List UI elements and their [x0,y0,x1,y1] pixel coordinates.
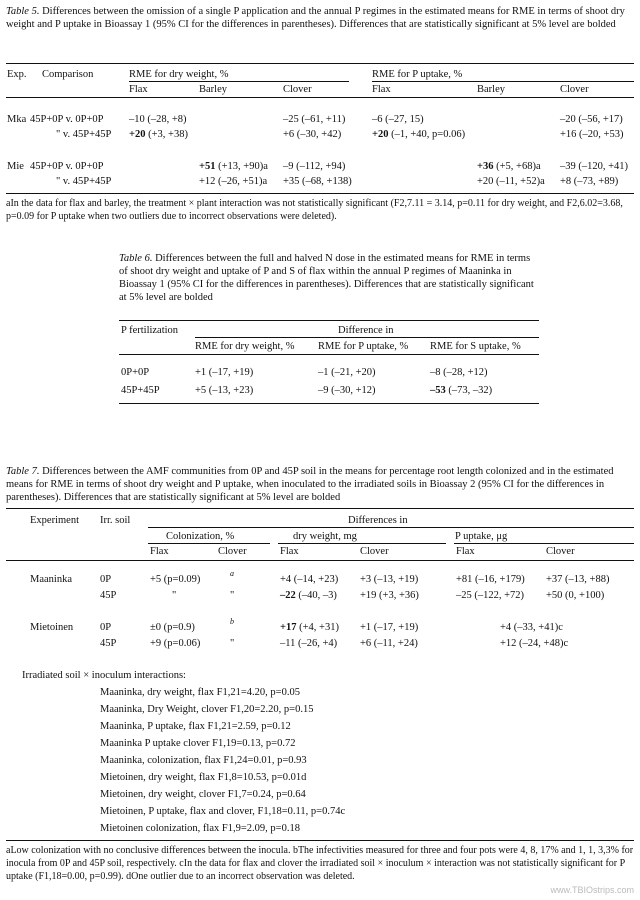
table6-header-rule [119,354,539,355]
table6-top-rule [119,320,539,321]
table6-subrule [195,337,539,338]
table7-cell: " [172,590,177,601]
table5-cell: 45P+0P v. 0P+0P [30,161,104,172]
table6-cell: +5 (–13, +23) [195,385,254,396]
table5-cell: Mie [7,161,24,172]
table5-header-barley-pu: Barley [477,84,505,95]
interactions-title: Irradiated soil × inoculum interactions: [22,670,186,681]
table6-cell: +1 (–17, +19) [195,367,254,378]
table5-header-clover-pu: Clover [560,84,589,95]
watermark: www.TBIOstrips.com [550,884,634,895]
table5-cell: +20 (–1, +40, p=0.06) [372,129,466,140]
interaction-line: Mietoinen, P uptake, flax and clover, F1,18=0.11, p=0.74c [100,806,346,817]
table6-header-pfert: P fertilization [121,325,179,336]
table7-cell: +17 (+4, +31) [280,622,339,633]
table5-header-flax-pu: Flax [372,84,391,95]
table7-bottom-rule [6,840,634,841]
table6-cell: –9 (–30, +12) [318,385,376,396]
table7-cell: " [230,638,235,649]
table5-cell: –25 (–61, +11) [283,114,346,125]
table7-cell: 0P [100,574,112,585]
table5-cell: –9 (–112, +94) [283,161,346,172]
table7-cell: +4 (–14, +23) [280,574,339,585]
table7-header-irr: Irr. soil [100,515,131,526]
table7-cell: Mietoinen [30,622,74,633]
table7-header-dw: dry weight, mg [293,531,357,542]
table7-cell: –22 (–40, –3) [280,590,337,601]
table5-caption: Table 5. Differences between the omission of a single P application and the annual P regimes in the estimated means for RME in terms of shoot dry weight and P uptake in Bioassay 1 (95% CI for the differences in parentheses). Differences that are statistically significant at 5% level are bolded [6,6,625,31]
table6-header-diff: Difference in [338,325,394,336]
table7-header-clover-col: Clover [218,546,247,557]
table7-cell: ±0 (p=0.9) [150,622,195,633]
interaction-line: Maaninka, dry weight, flax F1,21=4.20, p=0.05 [100,687,300,698]
table7-header-col: Colonization, % [166,531,235,542]
table7-cell: 45P [100,638,117,649]
table5-cell: " v. 45P+45P [56,129,112,140]
table7-header-clover-dw: Clover [360,546,389,557]
table7-cell: +9 (p=0.06) [150,638,201,649]
table5-dw-subrule [129,81,349,82]
table7-cell: –25 (–122, +72) [456,590,525,601]
interaction-line: Mietoinen, dry weight, clover F1,7=0.24, p=0.64 [100,789,306,800]
table5-header-exp: Exp. [7,69,27,80]
table6-cell: 0P+0P [121,367,150,378]
table6-header-pu: RME for P uptake, % [318,341,409,352]
table5-header-rule [6,97,634,98]
table6-cell: –53 (–73, –32) [430,385,493,396]
table7-cell: +19 (+3, +36) [360,590,419,601]
table5-header-flax-dw: Flax [129,84,148,95]
table7-cell: +6 (–11, +24) [360,638,418,649]
table7-cell: b [230,617,234,626]
table7-cell: +50 (0, +100) [546,590,605,601]
table5-cell: +35 (–68, +138) [283,176,352,187]
interaction-line: Mietoinen colonization, flax F1,9=2.09, p=0.18 [100,823,300,834]
table7-col-subrule [148,543,270,544]
table7-pu-subrule [454,543,634,544]
table5-cell: –20 (–56, +17) [560,114,623,125]
table5-cell: –6 (–27, 15) [372,114,424,125]
table7-cell: " [230,590,235,601]
table7-cell: +5 (p=0.09) [150,574,201,585]
table5-header-comparison: Comparison [42,69,94,80]
table7-cell: –11 (–26, +4) [280,638,338,649]
table5-cell: +36 (+5, +68)a [477,161,541,172]
table5-cell: +20 (–11, +52)a [477,176,545,187]
table5-cell: +51 (+13, +90)a [199,161,268,172]
table5-header-clover-dw: Clover [283,84,312,95]
table5-cell: Mka [7,114,27,125]
interaction-line: Maaninka, P uptake, flax F1,21=2.59, p=0.12 [100,721,291,732]
table6-header-dw: RME for dry weight, % [195,341,295,352]
table7-header-flax-pu: Flax [456,546,475,557]
table5-cell: –39 (–120, +41) [560,161,629,172]
table7-caption: Table 7. Differences between the AMF communities from 0P and 45P soil in the means for percentage root length colonized and in the estimated means for RME in terms of shoot dry weight and P uptake, when inoculated to the irradiated soils in Bioassay 2 (95% CI for the differences in parentheses). Differences that are statistically significant at 5% level are bolded [6,466,614,504]
table6-header-su: RME for S uptake, % [430,341,521,352]
interaction-line: Maaninka, Dry Weight, clover F1,20=2.20, p=0.15 [100,704,314,715]
interaction-line: Mietoinen, dry weight, flax F1,8=10.53, p=0.01d [100,772,307,783]
table5-cell: +20 (+3, +38) [129,129,188,140]
table7-header-pu: P uptake, μg [455,531,508,542]
table5-cell: +16 (–20, +53) [560,129,624,140]
table5-cell: " v. 45P+45P [56,176,112,187]
table5-cell: –10 (–28, +8) [129,114,187,125]
table7-cell: a [230,569,234,578]
table7-cell: +1 (–17, +19) [360,622,419,633]
table7-header-rule [6,560,634,561]
table5-top-rule [6,63,634,64]
table7-header-flax-dw: Flax [280,546,299,557]
table6-cell: –8 (–28, +12) [430,367,488,378]
table7-cell: +37 (–13, +88) [546,574,610,585]
table6-cell: –1 (–21, +20) [318,367,376,378]
table5-cell: +8 (–73, +89) [560,176,619,187]
table7-header-diff: Differences in [348,515,408,526]
table7-diff-rule [148,527,634,528]
table7-header-clover-pu: Clover [546,546,575,557]
table5-bottom-rule [6,193,634,194]
table5-header-rme-pu: RME for P uptake, % [372,69,463,80]
table7-cell: 0P [100,622,112,633]
table7-top-rule [6,508,634,509]
table7-cell: +4 (–33, +41)c [500,622,563,633]
table5-footnote: aIn the data for flax and barley, the treatment × plant interaction was not statistically significant (F2,7.11 = 3.14, p=0.11 for dry weight, and F2,6.02=3.68, p=0.09 for P uptake when two outliers due to incorrect observations were deleted). [6,198,623,222]
table7-header-experiment: Experiment [30,515,79,526]
table7-cell: 45P [100,590,117,601]
table7-cell: +81 (–16, +179) [456,574,525,585]
table7-dw-subrule [278,543,446,544]
interaction-line: Maaninka, colonization, flax F1,24=0.01, p=0.93 [100,755,307,766]
table6-bottom-rule [119,403,539,404]
table5-pu-subrule [372,81,634,82]
table5-cell: +6 (–30, +42) [283,129,342,140]
table5-cell: +12 (–26, +51)a [199,176,268,187]
table5-header-barley-dw: Barley [199,84,227,95]
interaction-line: Maaninka P uptake clover F1,19=0.13, p=0.72 [100,738,296,749]
table5-cell: 45P+0P v. 0P+0P [30,114,104,125]
table7-cell: Maaninka [30,574,72,585]
table7-cell: +3 (–13, +19) [360,574,419,585]
table7-cell: +12 (–24, +48)c [500,638,569,649]
table5-header-rme-dw: RME for dry weight, % [129,69,229,80]
table6-cell: 45P+45P [121,385,160,396]
table7-header-flax-col: Flax [150,546,169,557]
table6-caption: Table 6. Differences between the full and halved N dose in the estimated means for RME in terms of shoot dry weight and uptake of P and S of flax within the annual P regimes of Maaninka in Bioassay 1 (95% CI for the differences in parentheses). Differences that are statistically significant at 5% level are bolded [119,253,534,304]
table7-footnote: aLow colonization with no conclusive differences between the inocula. bThe infectivities measured for three and four pots were 4, 8, 17% and 1, 1, 3,3% for inocula from 0P and 45P soil, respectively. cIn the data for flax and clover the irradiated soil × inoculum × interaction was not statistically significant for P uptake (F1,18=0.00, p=0.99). dOne outlier due to an incorrect observation was deleted. [6,845,634,882]
